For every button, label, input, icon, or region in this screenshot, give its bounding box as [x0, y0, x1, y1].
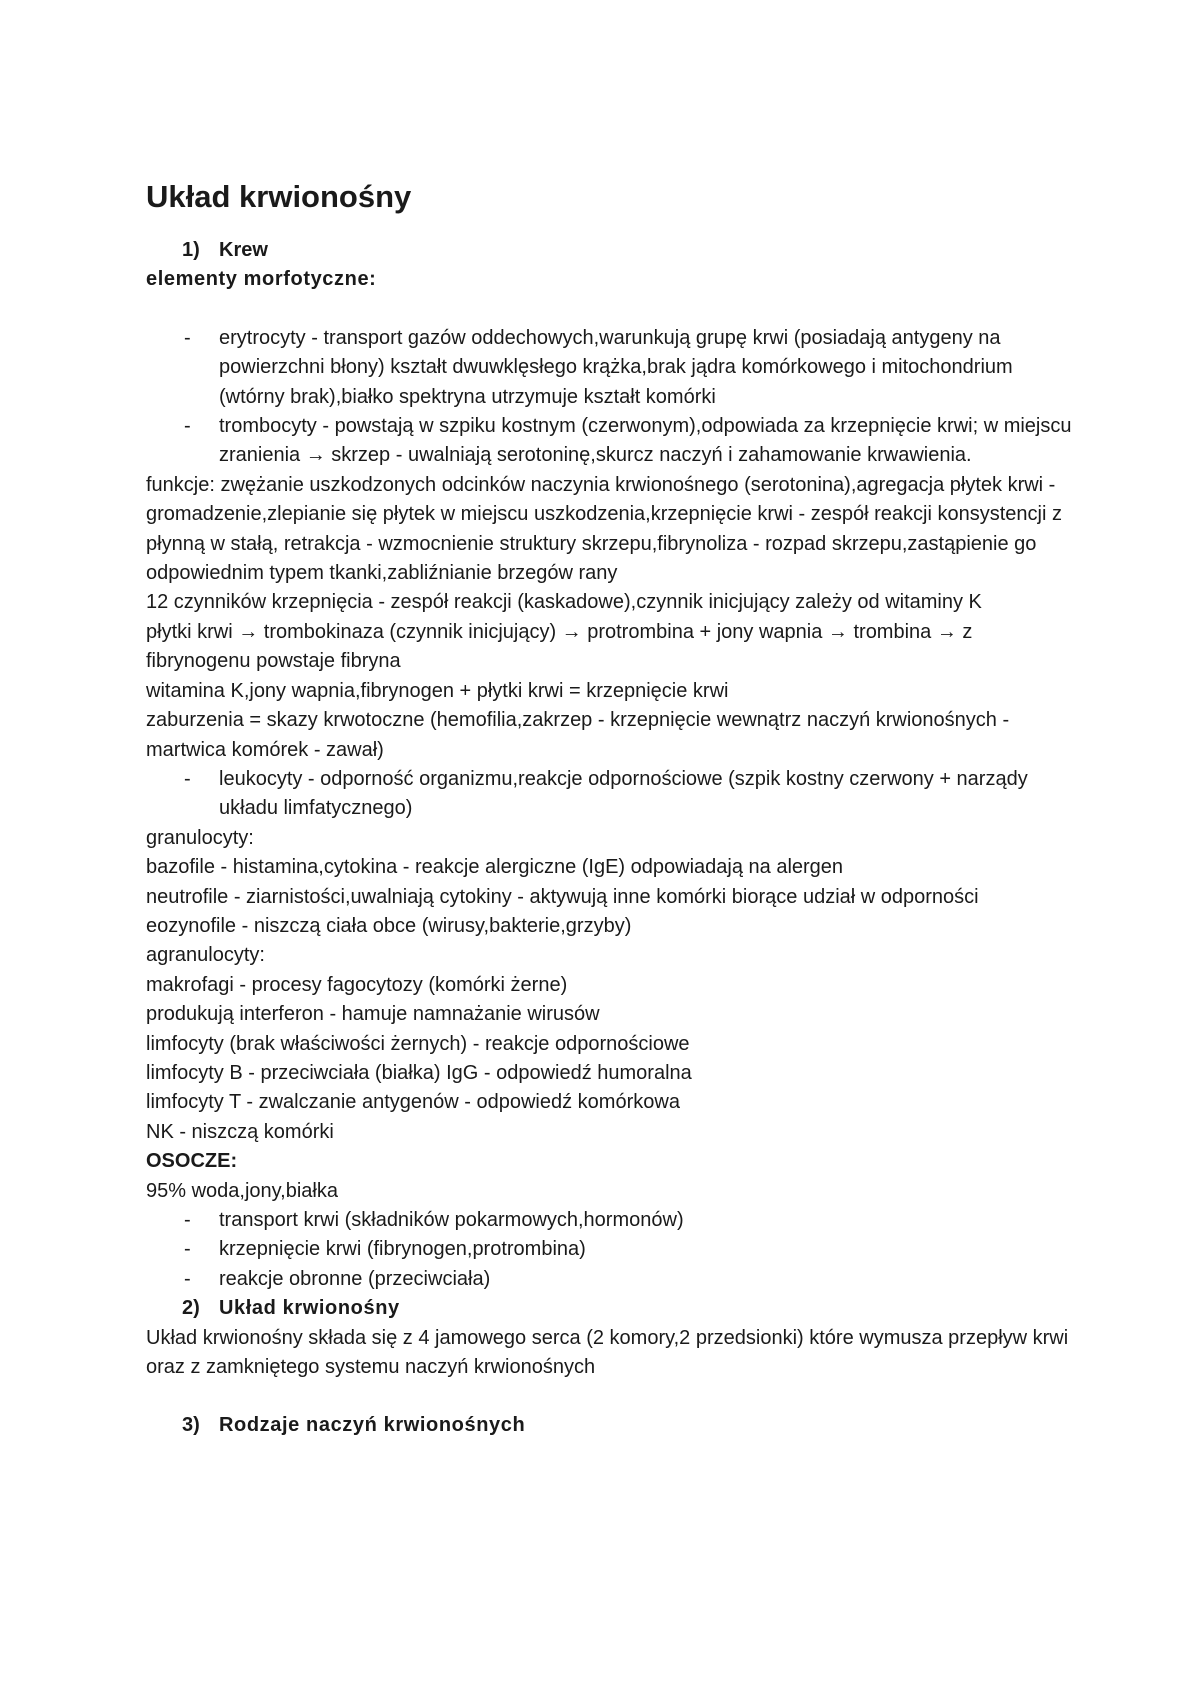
section-number: 1) [182, 239, 200, 261]
paragraph: makrofagi - procesy fagocytozy (komórki żerne) [146, 973, 568, 996]
section-title: Układ krwionośny [219, 1297, 400, 1320]
list-item [146, 765, 1076, 824]
section-heading-3 [146, 1411, 1076, 1440]
paragraph: NK - niszczą komórki [146, 1120, 334, 1143]
bullet-list-a [146, 324, 1076, 471]
paragraph: zaburzenia = skazy krwotoczne (hemofilia,zakrzep - krzepnięcie wewnątrz naczyń krwionośnych - martwica komórek - zawał) [146, 709, 1010, 761]
list-item-text: leukocyty - odporność organizmu,reakcje odpornościowe (szpik kostny czerwony + narządy układu limfatycznego) [219, 767, 1028, 820]
bullet-dash: - [184, 326, 191, 349]
page-title: Układ krwionośny [146, 179, 412, 214]
section-heading-1 [146, 236, 1076, 265]
paragraph: limfocyty T - zwalczanie antygenów - odpowiedź komórkowa [146, 1091, 680, 1114]
bullet-dash: - [184, 767, 191, 790]
list-item-text: krzepnięcie krwi (fibrynogen,protrombina) [219, 1238, 586, 1261]
bullet-list-c [146, 1206, 1076, 1294]
section-number: 2) [182, 1297, 200, 1320]
bullet-list-b [146, 765, 1076, 824]
paragraph: neutrofile - ziarnistości,uwalniają cytokiny - aktywują inne komórki biorące udział w odporności [146, 885, 979, 908]
subheading-elements: elementy morfotyczne: [146, 268, 377, 291]
section-title: Rodzaje naczyń krwionośnych [219, 1414, 526, 1437]
paragraph: eozynofile - niszczą ciała obce (wirusy,bakterie,grzyby) [146, 914, 632, 937]
paragraph: funkcje: zwężanie uszkodzonych odcinków naczynia krwionośnego (serotonina),agregacja płytek krwi - gromadzenie,zlepianie się płytek w miejscu uszkodzenia,krzepnięcie krwi - zespół reakcji konsystencji z płynną w stałą, retrakcja - wzmocnienie struktury skrzepu,fibrynoliza - rozpad skrzepu,zastąpienie go odpowiednim typem tkanki,zabliźnianie brzegów rany [146, 473, 1062, 585]
paragraph: produkują interferon - hamuje namnażanie wirusów [146, 1003, 600, 1026]
list-item-text: trombocyty - powstają w szpiku kostnym (czerwonym),odpowiada za krzepnięcie krwi; w miejscu zranienia → skrzep - uwalniają serotoninę,skurcz naczyń i zahamowanie krwawienia. [219, 415, 1072, 467]
list-item-text: reakcje obronne (przeciwciała) [219, 1267, 491, 1290]
bullet-dash: - [184, 1209, 191, 1231]
list-item-text: erytrocyty - transport gazów oddechowych,warunkują grupę krwi (posiadają antygeny na powierzchni błony) kształt dwuwklęsłego krążka,brak jądra komórkowego i mitochondrium (wtórny brak),białko spektryna utrzymuje kształt komórki [219, 326, 1013, 408]
list-item [146, 1206, 1076, 1235]
list-item [146, 1235, 1076, 1264]
section-title: Krew [219, 239, 268, 261]
list-item-text: transport krwi (składników pokarmowych,hormonów) [219, 1209, 684, 1231]
bullet-dash: - [184, 1267, 191, 1290]
paragraph: witamina K,jony wapnia,fibrynogen + płytki krwi = krzepnięcie krwi [146, 679, 729, 702]
list-item [146, 324, 1076, 412]
bullet-dash: - [184, 1238, 191, 1261]
paragraph: limfocyty B - przeciwciała (białka) IgG - odpowiedź humoralna [146, 1061, 692, 1084]
section-number: 3) [182, 1414, 200, 1437]
paragraph: 12 czynników krzepnięcia - zespół reakcji (kaskadowe),czynnik inicjujący zależy od witaminy K [146, 591, 982, 614]
section-heading-2 [146, 1294, 1076, 1323]
document-body [146, 178, 1076, 1441]
paragraph: płytki krwi → trombokinaza (czynnik inicjujący) → protrombina + jony wapnia → trombina → z fibrynogenu powstaje fibryna [146, 620, 973, 673]
list-item [146, 1265, 1076, 1294]
paragraph: agranulocyty: [146, 944, 265, 967]
bullet-dash: - [184, 415, 191, 438]
paragraph: 95% woda,jony,białka [146, 1179, 338, 1202]
paragraph: Układ krwionośny składa się z 4 jamowego serca (2 komory,2 przedsionki) które wymusza przepływ krwi oraz z zamkniętego systemu naczyń krwionośnych [146, 1326, 1069, 1379]
paragraph: limfocyty (brak właściwości żernych) - reakcje odpornościowe [146, 1032, 690, 1055]
list-item [146, 412, 1076, 471]
paragraph: bazofile - histamina,cytokina - reakcje alergiczne (IgE) odpowiadają na alergen [146, 856, 844, 879]
paragraph: granulocyty: [146, 826, 254, 849]
subheading-plasma: OSOCZE: [146, 1150, 238, 1173]
